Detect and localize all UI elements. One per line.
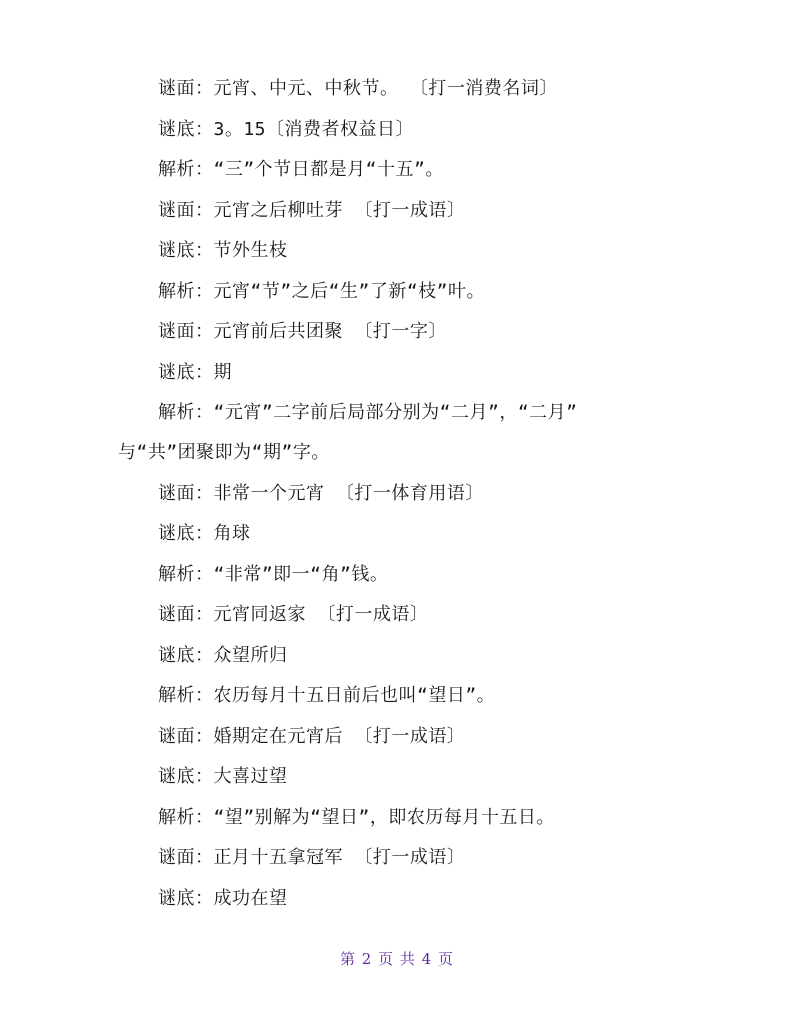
text-line: 谜底：成功在望 bbox=[158, 888, 288, 909]
text-line: 谜面：元宵之后柳吐芽 〔打一成语〕 bbox=[158, 200, 466, 221]
text-line: 谜面：正月十五拿冠军 〔打一成语〕 bbox=[158, 847, 466, 868]
text-line: 解析：“三”个节日都是月“十五”。 bbox=[158, 159, 444, 180]
text-line: 解析：农历每月十五日前后也叫“望日”。 bbox=[158, 685, 496, 706]
text-line: 谜底：众望所归 bbox=[158, 645, 288, 666]
page-footer: 第 2 页 共 4 页 bbox=[340, 950, 454, 968]
text-line: 谜面：元宵、中元、中秋节。 〔打一消费名词〕 bbox=[158, 78, 558, 99]
text-line: 谜面：元宵前后共团聚 〔打一字〕 bbox=[158, 321, 447, 342]
text-line: 谜底：节外生枝 bbox=[158, 240, 288, 261]
text-line: 谜底：大喜过望 bbox=[158, 766, 288, 787]
text-line: 与“共”团聚即为“期”字。 bbox=[118, 442, 330, 463]
text-line: 解析：“望”别解为“望日”，即农历每月十五日。 bbox=[158, 807, 555, 828]
text-line: 谜底：角球 bbox=[158, 523, 251, 544]
text-line: 谜面：非常一个元宵 〔打一体育用语〕 bbox=[158, 483, 484, 504]
text-line: 谜面：元宵同返家 〔打一成语〕 bbox=[158, 604, 429, 625]
text-line: 解析：“元宵”二字前后局部分别为“二月”，“二月” bbox=[158, 402, 578, 423]
text-line: 谜底：期 bbox=[158, 362, 232, 383]
text-line: 解析：元宵“节”之后“生”了新“枝”叶。 bbox=[158, 281, 486, 302]
text-line: 解析：“非常”即一“角”钱。 bbox=[158, 564, 389, 585]
text-line: 谜面：婚期定在元宵后 〔打一成语〕 bbox=[158, 726, 466, 747]
text-line: 谜底：3。15〔消费者权益日〕 bbox=[158, 119, 415, 140]
